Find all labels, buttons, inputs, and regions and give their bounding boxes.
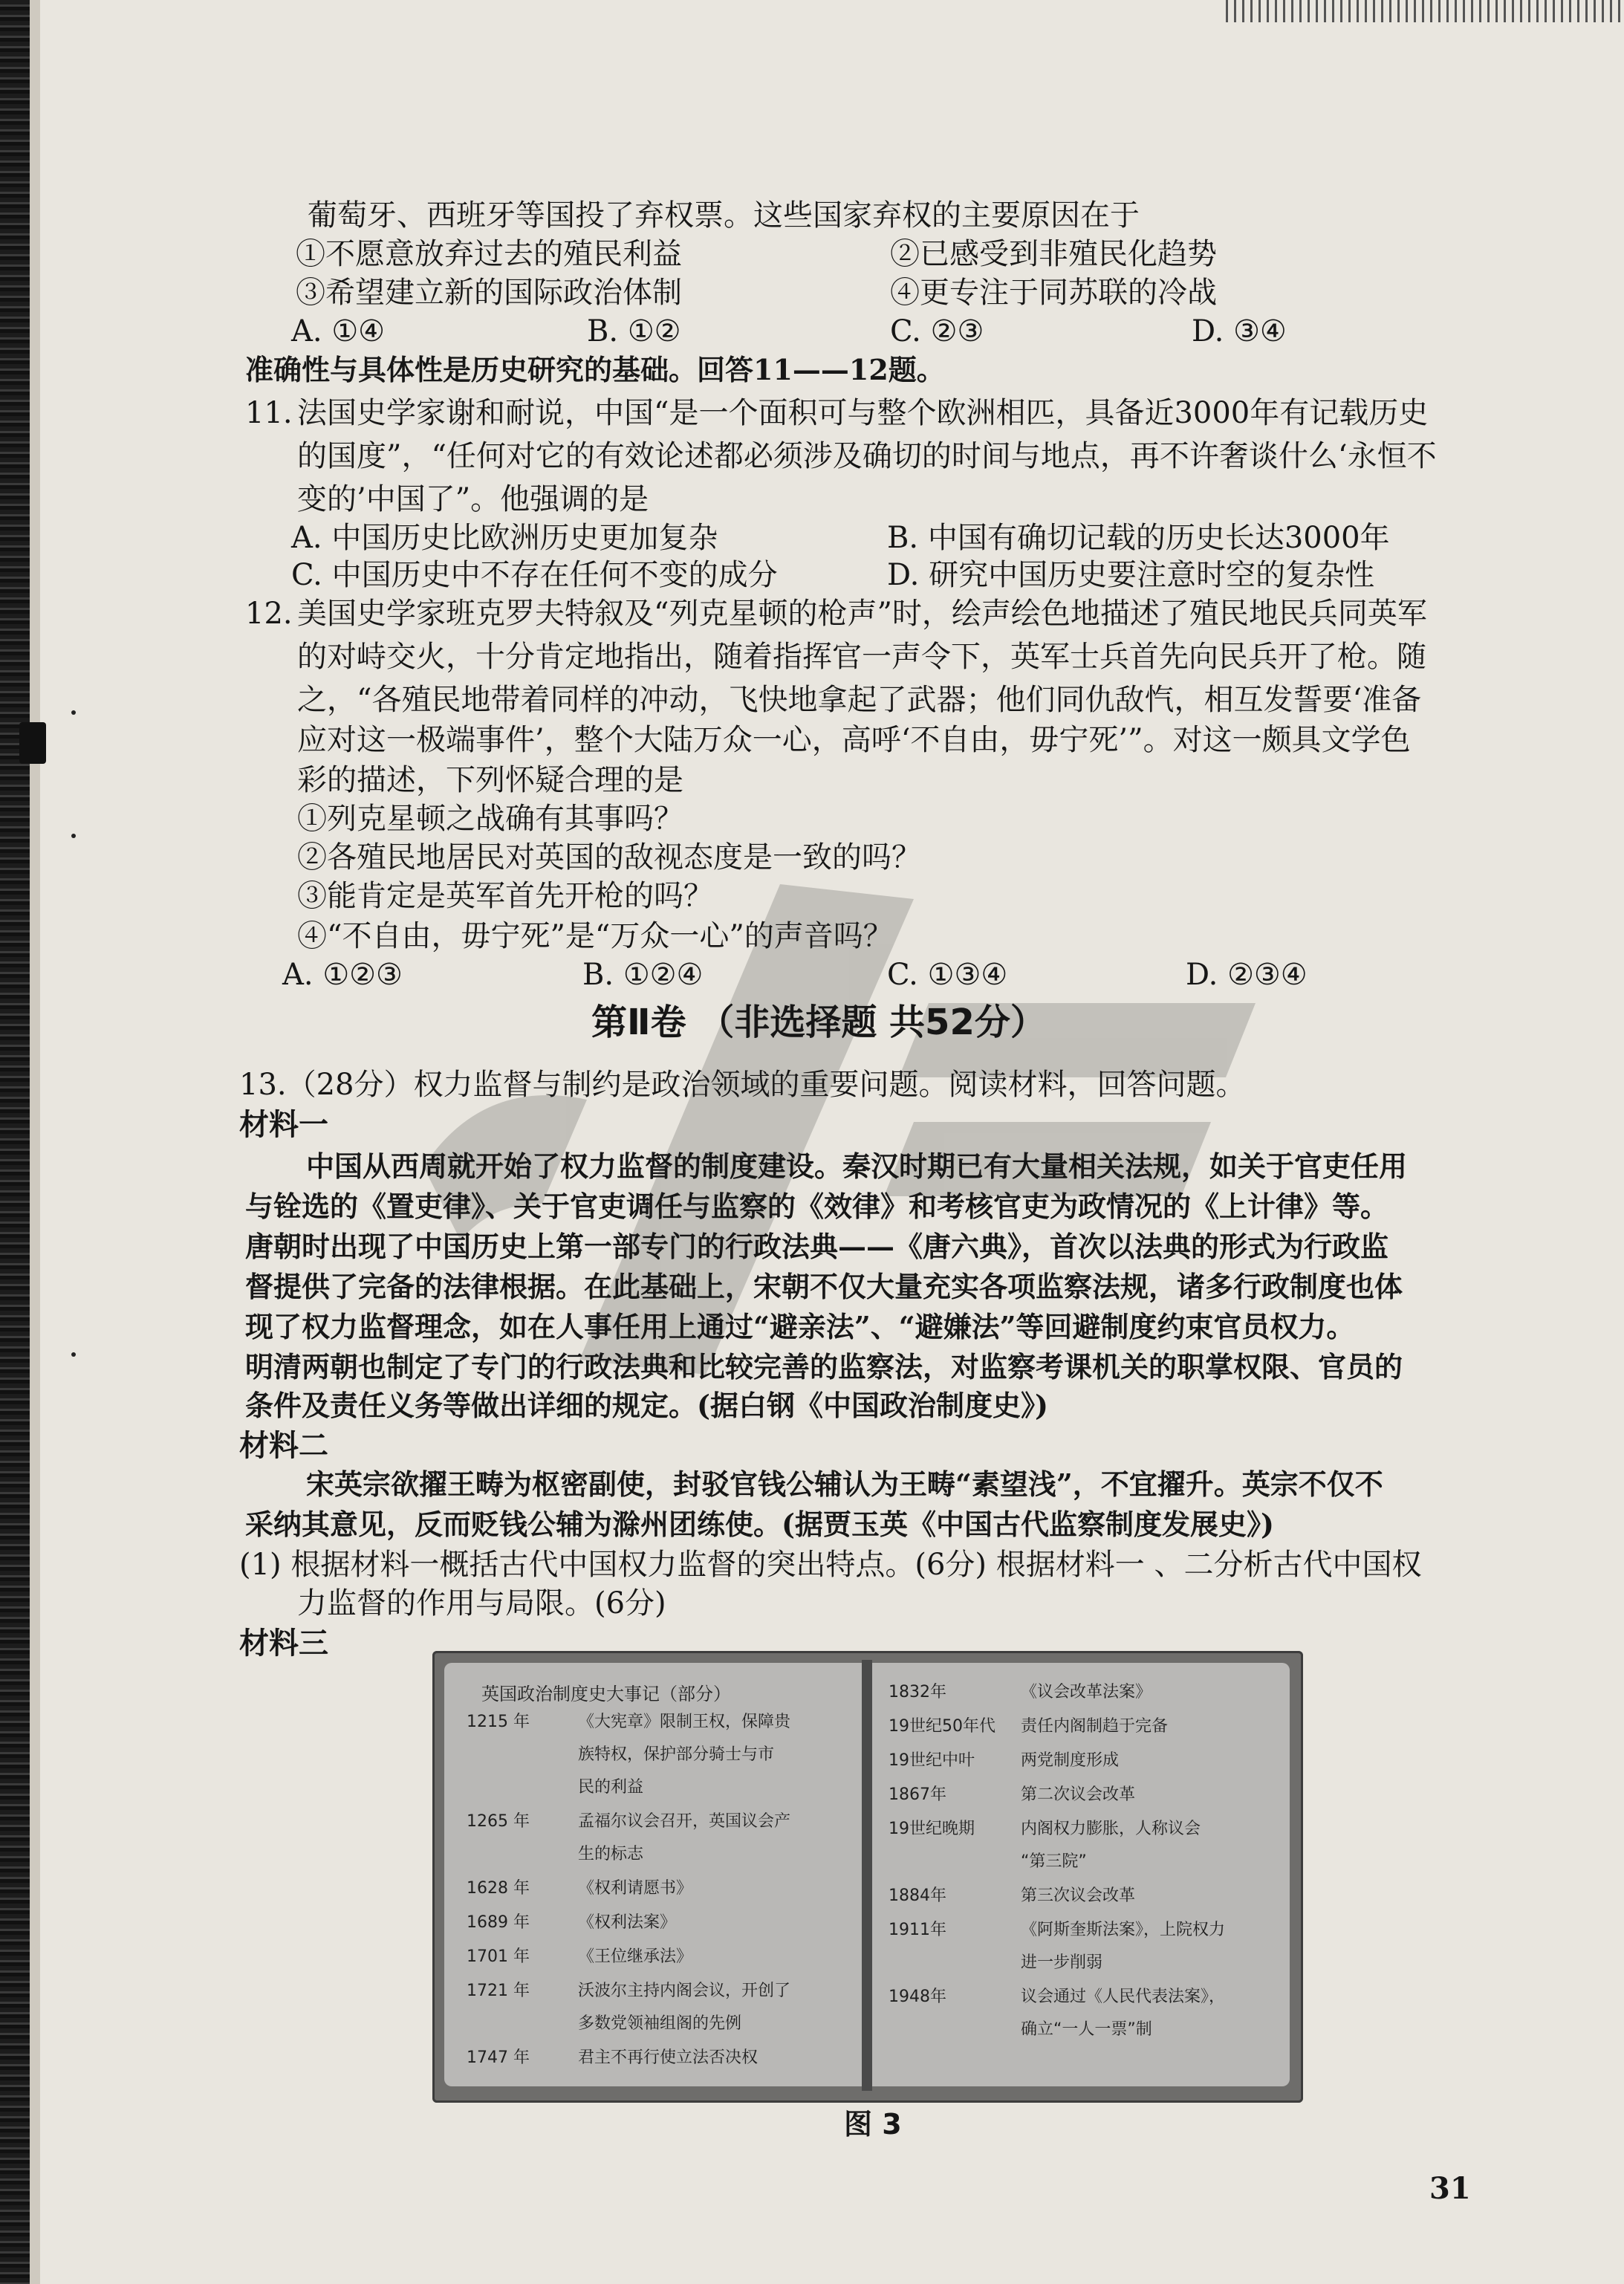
q12-choice-a: A. ①②③ [282,958,403,992]
q10-choice-a: A. ①④ [291,314,386,348]
material-1-line-7: 条件及责任义务等做出详细的规定。(据白钢《中国政治制度史》) [245,1389,1048,1422]
material-2-label: 材料二 [239,1429,328,1463]
chronology-right-event: 议会通过《人民代表法案》， [1021,1988,1226,2006]
chronology-left-event: 《大宪章》限制王权，保障贵 [578,1713,791,1731]
chronology-left-event: 生的标志 [578,1845,644,1863]
chronology-left-event: 孟福尔议会召开，英国议会产 [578,1812,791,1831]
chronology-left-year: 1721 年 [467,1982,530,2000]
chronology-left-year: 1701 年 [467,1947,530,1966]
chronology-right-event: 责任内阁制趋于完备 [1021,1717,1169,1736]
q11-line-2: 的国度”，“任何对它的有效论述都必须涉及确切的时间与地点，再不许奢谈什么‘永恒不 [297,439,1437,473]
chronology-right-event: 第三次议会改革 [1021,1886,1136,1905]
material-1-line-3: 唐朝时出现了中国历史上第一部专门的行政法典——《唐六典》，首次以法典的形式为行政监 [245,1230,1389,1263]
q11-choice-d: D. 研究中国历史要注意时空的复杂性 [887,558,1375,592]
material-3-label: 材料三 [239,1626,328,1661]
q12-line-4: 应对这一极端事件’，整个大陆万众一心，高呼‘不自由，毋宁死’”。对这一颇具文学色 [297,723,1411,757]
chronology-right-event: “第三院” [1021,1852,1087,1871]
q11-number: 11. [245,396,293,430]
chronology-left-year: 1628 年 [467,1879,530,1898]
q12-item-2: ②各殖民地居民对英国的敌视态度是一致的吗？ [297,840,921,875]
chronology-right-event: 确立“一人一票”制 [1021,2020,1152,2039]
material-2-line-2: 采纳其意见，反而贬钱公辅为滁州团练使。(据贾玉英《中国古代监察制度发展史》) [245,1508,1274,1541]
chronology-right-year: 1884年 [889,1886,946,1905]
q10-option-2: ②已感受到非殖民化趋势 [890,237,1217,271]
q12-line-5: 彩的描述，下列怀疑合理的是 [297,763,683,797]
material-1-line-1: 中国从西周就开始了权力监督的制度建设。秦汉时期已有大量相关法规，如关于官吏任用 [306,1149,1408,1183]
chronology-right-year: 19世纪晚期 [889,1820,975,1838]
q11-choice-b: B. 中国有确切记载的历史长达3000年 [887,521,1390,555]
chronology-right-year: 1948年 [889,1988,946,2006]
intro-11-12: 准确性与具体性是历史研究的基础。回答11——12题。 [245,353,945,386]
q12-choice-b: B. ①②④ [582,958,704,992]
q12-choice-c: C. ①③④ [887,958,1008,992]
material-2-line-1: 宋英宗欲擢王畴为枢密副使，封驳官钱公辅认为王畴“素望浅”，不宜擢升。英宗不仅不 [306,1467,1383,1501]
chronology-right-event: 《阿斯奎斯法案》，上院权力 [1021,1921,1226,1939]
material-1-line-2: 与铨选的《置吏律》、关于官吏调任与监察的《效律》和考核官吏为政情况的《上计律》等。 [245,1190,1389,1223]
figure-caption: 图 3 [844,2108,902,2141]
material-1-line-6: 明清两朝也制定了专门的行政法典和比较完善的监察法，对监察考课机关的职掌权限、官员的 [245,1350,1403,1383]
q12-line-3: 之，“各殖民地带着同样的冲动，飞快地拿起了武器；他们同仇敌忾，相互发誓要‘准备 [297,683,1422,717]
chronology-left-year: 1689 年 [467,1913,530,1932]
chronology-left-year: 1215 年 [467,1713,530,1731]
book-gutter [862,1660,872,2091]
book-page-right [872,1663,1290,2086]
q10-choice-d: D. ③④ [1192,314,1287,348]
chronology-left-event: 沃波尔主持内阁会议，开创了 [578,1982,791,2000]
chronology-left-event: 民的利益 [578,1778,644,1797]
chronology-right-year: 19世纪50年代 [889,1717,995,1736]
chronology-title: 英国政治制度史大事记（部分） [481,1684,731,1704]
q13-sub1-line-2: 力监督的作用与局限。(6分) [297,1586,666,1620]
q10-stem: 葡萄牙、西班牙等国投了弃权票。这些国家弃权的主要原因在于 [308,198,1140,233]
q13-sub1-line-1: (1) 根据材料一概括古代中国权力监督的突出特点。(6分) 根据材料一 、二分析古代中国权 [239,1548,1422,1582]
q11-line-1: 法国史学家谢和耐说，中国“是一个面积可与整个欧洲相匹，具备近3000年有记载历史 [297,396,1429,430]
q10-option-3: ③希望建立新的国际政治体制 [296,276,682,310]
chronology-right-event: 内阁权力膨胀，人称议会 [1021,1820,1201,1838]
q10-option-1: ①不愿意放弃过去的殖民利益 [296,237,682,271]
chronology-left-event: 族特权，保护部分骑士与市 [578,1745,775,1764]
q12-line-2: 的对峙交火，十分肯定地指出，随着指挥官一声令下，英军士兵首先向民兵开了枪。随 [297,640,1426,674]
chronology-right-year: 1867年 [889,1785,946,1804]
q10-option-4: ④更专注于同苏联的冷战 [890,276,1217,310]
chronology-left-year: 1265 年 [467,1812,530,1831]
q11-line-3: 变的’中国了”。他强调的是 [297,482,649,516]
q12-choice-d: D. ②③④ [1186,958,1308,992]
chronology-left-year: 1747 年 [467,2048,530,2067]
chronology-right-event: 《议会改革法案》 [1021,1683,1152,1701]
chronology-left-event: 多数党领袖组阁的先例 [578,2014,742,2033]
chronology-right-year: 19世纪中叶 [889,1751,975,1770]
chronology-left-event: 君主不再行使立法否决权 [578,2048,759,2067]
q10-choice-c: C. ②③ [890,314,984,348]
q10-choice-b: B. ①② [587,314,681,348]
page-number: 31 [1429,2171,1471,2206]
chronology-left-event: 《王位继承法》 [578,1947,693,1966]
q13-stem: 13.（28分）权力监督与制约是政治领域的重要问题。阅读材料，回答问题。 [239,1068,1246,1102]
chronology-left-event: 《权利法案》 [578,1913,677,1932]
chronology-right-year: 1911年 [889,1921,946,1939]
q12-item-4: ④“不自由，毋宁死”是“万众一心”的声音吗？ [297,919,893,953]
material-1-label: 材料一 [239,1108,328,1142]
section-title: 第Ⅱ卷 （非选择题 共52分） [591,1002,1046,1043]
chronology-left-event: 《权利请愿书》 [578,1879,693,1898]
book-page-left [444,1663,862,2086]
q12-item-1: ①列克星顿之战确有其事吗？ [297,802,683,836]
chronology-right-event: 两党制度形成 [1021,1751,1120,1770]
q11-choice-c: C. 中国历史中不存在任何不变的成分 [291,558,778,592]
q12-item-3: ③能肯定是英军首先开枪的吗？ [297,879,713,913]
chronology-right-event: 进一步削弱 [1021,1953,1103,1972]
material-1-line-5: 现了权力监督理念，如在人事任用上通过“避亲法”、“避嫌法”等回避制度约束官员权力。 [245,1310,1355,1343]
q12-number: 12. [245,597,293,631]
q11-choice-a: A. 中国历史比欧洲历史更加复杂 [291,521,718,555]
material-1-line-4: 督提供了完备的法律根据。在此基础上，宋朝不仅大量充实各项监察法规，诸多行政制度也体 [245,1270,1403,1303]
chronology-right-year: 1832年 [889,1683,946,1701]
q12-line-1: 美国史学家班克罗夫特叙及“列克星顿的枪声”时，绘声绘色地描述了殖民地民兵同英军 [297,597,1427,631]
chronology-right-event: 第二次议会改革 [1021,1785,1136,1804]
figure-3-book [432,1651,1303,2103]
